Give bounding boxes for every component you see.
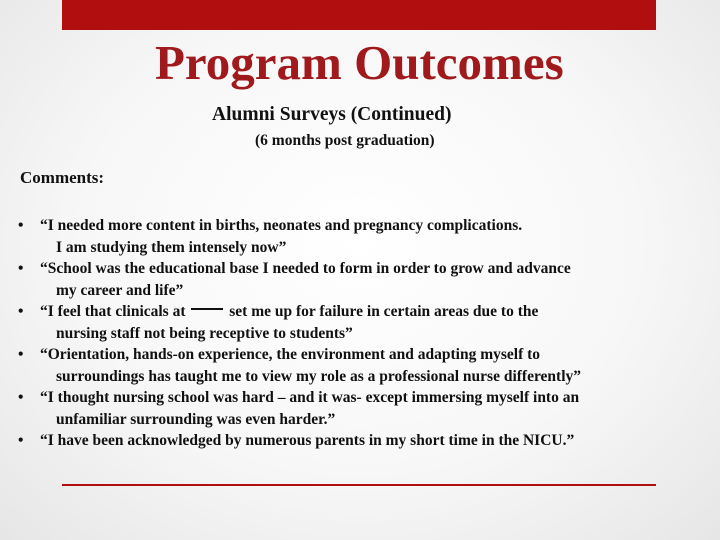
comment-text: “I needed more content in births, neonates and pregnancy complications.	[40, 217, 523, 234]
comment-text-part: “I feel that clinicals at	[40, 303, 186, 320]
comment-text-continued: unfamiliar surrounding was even harder.”	[56, 410, 336, 428]
bullet-icon: •	[18, 346, 24, 363]
comment-text: “School was the educational base I needed to form in order to grow and advance	[40, 260, 571, 277]
bullet-icon: •	[18, 260, 24, 277]
bullet-icon: •	[18, 389, 24, 406]
comment-text: “Orientation, hands-on experience, the environment and adapting myself to	[40, 346, 541, 363]
comment-item	[18, 301, 688, 344]
comment-item	[18, 215, 688, 258]
redacted-name-blank	[191, 308, 223, 310]
slide-subtitle: Alumni Surveys (Continued)	[212, 104, 452, 125]
comment-item	[18, 344, 688, 387]
comment-text: “I thought nursing school was hard – and it was- except immersing myself into an	[40, 389, 580, 406]
comment-text-continued: surroundings has taught me to view my role as a professional nurse differently”	[56, 367, 582, 385]
comment-item	[18, 258, 688, 301]
comment-list	[18, 215, 688, 452]
top-accent-bar	[62, 0, 656, 30]
bullet-icon: •	[18, 217, 24, 234]
comment-item	[18, 387, 688, 430]
comment-text	[40, 301, 688, 323]
bullet-icon: •	[18, 432, 24, 449]
bullet-icon: •	[18, 303, 24, 320]
slide-title: Program Outcomes	[155, 35, 564, 90]
survey-timing-note: (6 months post graduation)	[255, 132, 435, 149]
comment-item	[18, 430, 688, 452]
comment-text-continued: my career and life”	[56, 281, 184, 299]
comment-text-part: set me up for failure in certain areas due to the	[229, 303, 539, 320]
comments-label: Comments:	[20, 168, 105, 187]
comment-text: “I have been acknowledged by numerous parents in my short time in the NICU.”	[40, 432, 575, 449]
comment-text-continued: I am studying them intensely now”	[56, 238, 287, 256]
bottom-divider	[62, 484, 656, 486]
comment-text-continued: nursing staff not being receptive to students”	[56, 324, 353, 342]
